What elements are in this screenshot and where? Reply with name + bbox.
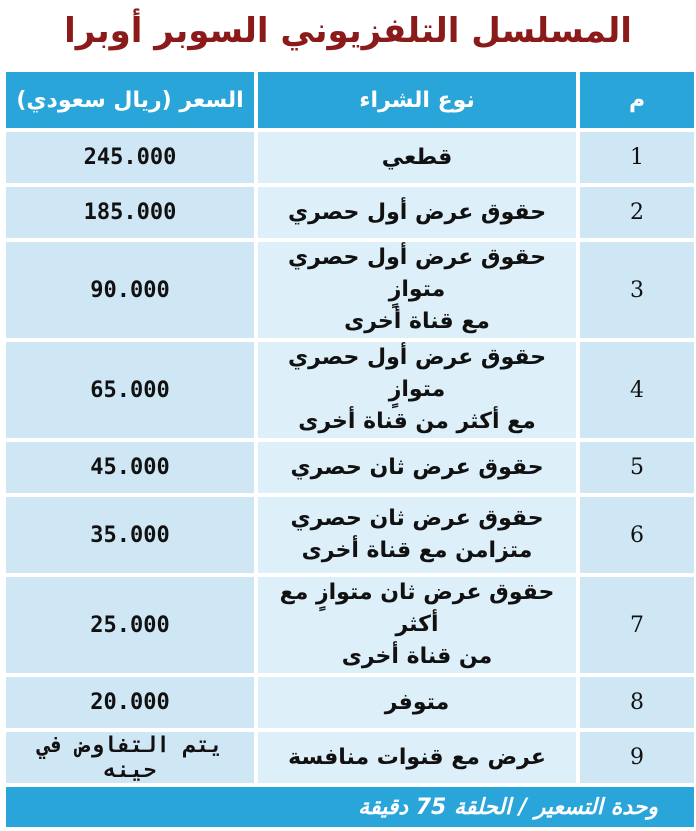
- purchase-type-line: من قناة أخرى: [341, 644, 493, 669]
- purchase-type-line: مع أكثر من قناة أخرى: [298, 409, 536, 434]
- row-index: 5: [578, 440, 696, 495]
- row-price: 20.000: [4, 675, 256, 730]
- table-row: [4, 440, 696, 495]
- row-index: 3: [578, 240, 696, 340]
- header-price: السعر (ريال سعودي): [4, 70, 256, 130]
- row-purchase-type: [256, 495, 578, 575]
- row-price: 185.000: [4, 185, 256, 240]
- table-footer-row: [4, 785, 696, 829]
- row-price: 35.000: [4, 495, 256, 575]
- row-price: يتم التفاوض في حينه: [4, 730, 256, 785]
- row-price: 65.000: [4, 340, 256, 440]
- row-index: 2: [578, 185, 696, 240]
- row-price: 245.000: [4, 130, 256, 185]
- row-price: 45.000: [4, 440, 256, 495]
- row-price: 25.000: [4, 575, 256, 675]
- row-price: 90.000: [4, 240, 256, 340]
- purchase-type-line: حقوق عرض أول حصري: [287, 199, 547, 225]
- purchase-type-line: عرض مع قنوات منافسة: [288, 744, 546, 770]
- table-row: [4, 675, 696, 730]
- row-purchase-type: [256, 240, 578, 340]
- table-row: [4, 130, 696, 185]
- row-purchase-type: [256, 675, 578, 730]
- row-index: 8: [578, 675, 696, 730]
- purchase-type-line: حقوق عرض أول حصري متوازٍ: [287, 345, 547, 402]
- page-title: المسلسل التلفزيوني السوبر أوبرا: [64, 11, 632, 51]
- table-row: [4, 240, 696, 340]
- row-index: 9: [578, 730, 696, 785]
- pricing-table: [2, 68, 696, 831]
- row-purchase-type: [256, 730, 578, 785]
- purchase-type-line: متزامن مع قناة أخرى: [301, 538, 533, 563]
- purchase-type-line: قطعي: [381, 144, 453, 170]
- row-purchase-type: [256, 575, 578, 675]
- table-row: [4, 575, 696, 675]
- row-index: 6: [578, 495, 696, 575]
- row-purchase-type: [256, 440, 578, 495]
- header-type: نوع الشراء: [256, 70, 578, 130]
- row-index: 4: [578, 340, 696, 440]
- table-row: [4, 340, 696, 440]
- row-purchase-type: [256, 185, 578, 240]
- purchase-type-line: حقوق عرض ثان حصري: [290, 506, 544, 531]
- row-index: 7: [578, 575, 696, 675]
- pricing-table-frame: [2, 68, 694, 820]
- row-purchase-type: [256, 340, 578, 440]
- row-index: 1: [578, 130, 696, 185]
- table-row: [4, 185, 696, 240]
- footer-note: وحدة التسعير / الحلقة 75 دقيقة: [4, 785, 696, 829]
- table-row: [4, 730, 696, 785]
- purchase-type-line: حقوق عرض أول حصري متوازٍ: [287, 245, 547, 302]
- purchase-type-line: متوفر: [384, 689, 450, 715]
- table-header-row: [4, 70, 696, 130]
- purchase-type-line: مع قناة أخرى: [344, 309, 490, 334]
- header-index: م: [578, 70, 696, 130]
- purchase-type-line: حقوق عرض ثان متوازٍ مع أكثر: [279, 580, 555, 637]
- row-purchase-type: [256, 130, 578, 185]
- purchase-type-line: حقوق عرض ثان حصري: [290, 454, 544, 480]
- table-row: [4, 495, 696, 575]
